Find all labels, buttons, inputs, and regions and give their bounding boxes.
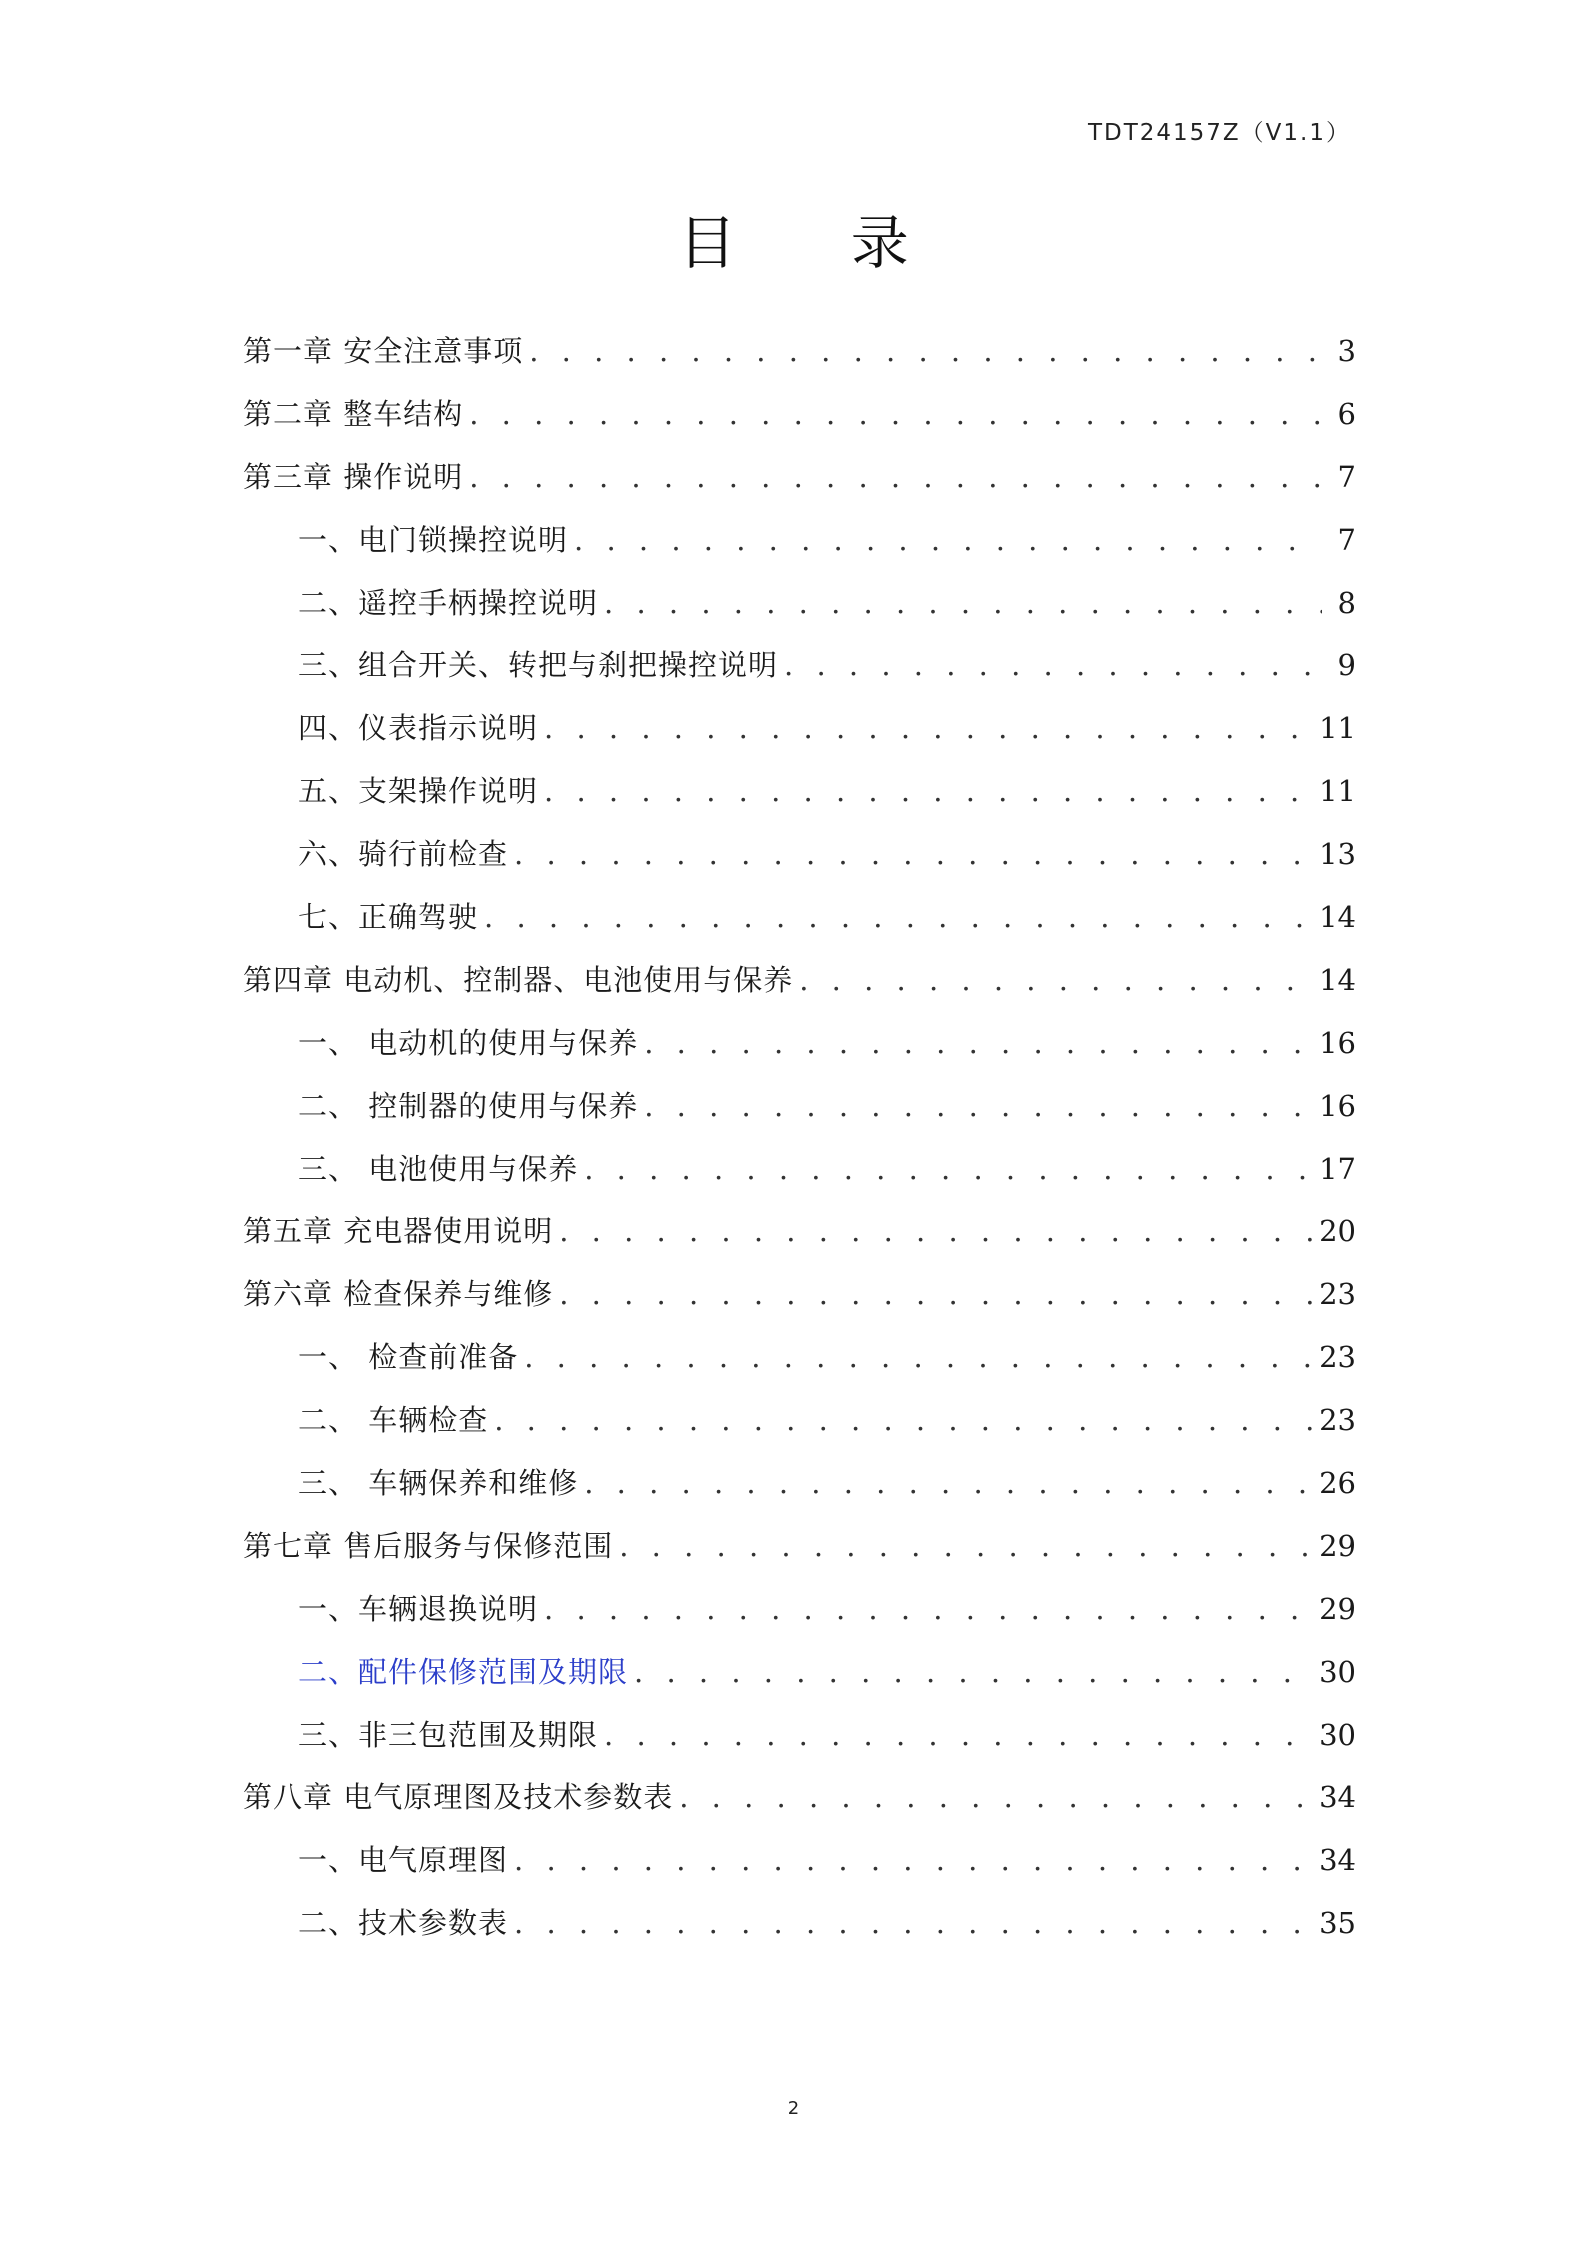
toc-entry-title[interactable]: 一、车辆退换说明 (298, 1591, 539, 1626)
toc-entry-page[interactable]: 3 (1337, 334, 1356, 368)
toc-entry-page[interactable]: 30 (1319, 1717, 1356, 1752)
toc-section-entry[interactable] (243, 572, 1356, 635)
toc-dot-leader (574, 509, 1322, 572)
toc-entry-title[interactable]: 五、支架操作说明 (298, 774, 539, 809)
page-number: 2 (787, 2098, 800, 2119)
toc-entry-page[interactable]: 11 (1319, 774, 1356, 809)
toc-entry-title[interactable]: 第六章 检查保养与维修 (243, 1277, 554, 1312)
toc-dot-leader (799, 949, 1313, 1012)
toc-entry-title[interactable]: 三、 电池使用与保养 (298, 1151, 579, 1186)
toc-section-entry[interactable] (243, 1641, 1356, 1704)
toc-dot-leader (529, 320, 1322, 383)
toc-dot-leader (679, 1766, 1313, 1829)
toc-entry-title[interactable]: 二、配件保修范围及期限 (298, 1654, 629, 1689)
toc-chapter-entry[interactable] (243, 1766, 1356, 1829)
toc-entry-title[interactable]: 一、 检查前准备 (298, 1340, 519, 1375)
toc-section-entry[interactable] (243, 634, 1356, 697)
toc-section-entry[interactable] (243, 1138, 1356, 1201)
toc-entry-title[interactable]: 二、遥控手柄操控说明 (298, 585, 599, 620)
toc-dot-leader (494, 1389, 1313, 1452)
toc-entry-page[interactable]: 16 (1319, 1025, 1356, 1060)
toc-entry-page[interactable]: 29 (1319, 1528, 1356, 1563)
toc-entry-title[interactable]: 第五章 充电器使用说明 (243, 1214, 554, 1249)
toc-entry-title[interactable]: 四、仪表指示说明 (298, 711, 539, 746)
toc-section-entry[interactable] (243, 1578, 1356, 1641)
toc-section-entry[interactable] (243, 509, 1356, 572)
toc-dot-leader (514, 823, 1313, 886)
toc-entry-page[interactable]: 34 (1319, 1780, 1356, 1815)
toc-entry-title[interactable]: 第一章 安全注意事项 (243, 334, 524, 368)
toc-dot-leader (524, 1326, 1313, 1389)
toc-dot-leader (469, 446, 1322, 509)
toc-title: 目 录 (678, 209, 957, 277)
toc-dot-leader (644, 1012, 1313, 1075)
toc-entry-title[interactable]: 三、组合开关、转把与刹把操控说明 (298, 648, 779, 683)
toc-chapter-entry[interactable] (243, 949, 1356, 1012)
toc-entry-page[interactable]: 13 (1319, 837, 1356, 872)
toc-section-entry[interactable] (243, 1012, 1356, 1075)
toc-entry-title[interactable]: 一、电门锁操控说明 (298, 522, 569, 557)
toc-entry-page[interactable]: 16 (1319, 1088, 1356, 1123)
toc-section-entry[interactable] (243, 1892, 1356, 1955)
toc-dot-leader (559, 1200, 1313, 1263)
toc-dot-leader (584, 1138, 1313, 1201)
toc-entry-title[interactable]: 六、骑行前检查 (298, 837, 509, 872)
toc-chapter-entry[interactable] (243, 383, 1356, 446)
toc-chapter-entry[interactable] (243, 446, 1356, 509)
toc-entry-page[interactable]: 26 (1319, 1466, 1356, 1501)
toc-entry-title[interactable]: 二、 控制器的使用与保养 (298, 1088, 639, 1123)
toc-section-entry[interactable] (243, 1326, 1356, 1389)
toc-dot-leader (784, 634, 1322, 697)
toc-entry-page[interactable]: 23 (1319, 1340, 1356, 1375)
toc-section-entry[interactable] (243, 1075, 1356, 1138)
toc-chapter-entry[interactable] (243, 1263, 1356, 1326)
toc-dot-leader (469, 383, 1322, 446)
toc-entry-page[interactable]: 30 (1319, 1654, 1356, 1689)
toc-entry-page[interactable]: 23 (1319, 1403, 1356, 1438)
toc-entry-page[interactable]: 7 (1337, 459, 1356, 494)
toc-entry-title[interactable]: 二、 车辆检查 (298, 1403, 489, 1438)
toc-entry-page[interactable]: 29 (1319, 1591, 1356, 1626)
document-code: TDT24157Z（V1.1） (1087, 120, 1351, 146)
toc-dot-leader (604, 1704, 1313, 1767)
toc-entry-page[interactable]: 14 (1319, 962, 1356, 997)
toc-entry-page[interactable]: 17 (1319, 1151, 1356, 1186)
toc-entry-title[interactable]: 二、技术参数表 (298, 1906, 509, 1941)
toc-chapter-entry[interactable] (243, 1200, 1356, 1263)
toc-dot-leader (484, 886, 1313, 949)
toc-dot-leader (544, 760, 1313, 823)
table-of-contents (243, 320, 1356, 1955)
toc-entry-page[interactable]: 23 (1319, 1277, 1356, 1312)
toc-entry-page[interactable]: 14 (1319, 900, 1356, 935)
toc-entry-title[interactable]: 第七章 售后服务与保修范围 (243, 1528, 614, 1563)
toc-entry-title[interactable]: 三、非三包范围及期限 (298, 1717, 599, 1752)
toc-entry-page[interactable]: 35 (1319, 1906, 1356, 1941)
toc-dot-leader (559, 1263, 1313, 1326)
toc-entry-page[interactable]: 7 (1337, 522, 1356, 557)
toc-dot-leader (619, 1515, 1313, 1578)
toc-entry-page[interactable]: 6 (1337, 396, 1356, 431)
toc-entry-page[interactable]: 9 (1337, 648, 1356, 683)
toc-section-entry[interactable] (243, 760, 1356, 823)
toc-dot-leader (544, 697, 1313, 760)
toc-dot-leader (514, 1829, 1313, 1892)
toc-section-entry[interactable] (243, 823, 1356, 886)
toc-entry-page[interactable]: 20 (1319, 1214, 1356, 1249)
toc-section-entry[interactable] (243, 1704, 1356, 1767)
toc-dot-leader (604, 572, 1322, 635)
toc-chapter-entry[interactable] (243, 1515, 1356, 1578)
toc-dot-leader (584, 1452, 1313, 1515)
toc-section-entry[interactable] (243, 1389, 1356, 1452)
toc-entry-title[interactable]: 一、 电动机的使用与保养 (298, 1025, 639, 1060)
toc-entry-page[interactable]: 8 (1337, 585, 1356, 620)
toc-section-entry[interactable] (243, 886, 1356, 949)
toc-entry-title[interactable]: 一、电气原理图 (298, 1843, 509, 1878)
toc-dot-leader (514, 1892, 1313, 1955)
toc-entry-page[interactable]: 34 (1319, 1843, 1356, 1878)
toc-entry-title[interactable]: 七、正确驾驶 (298, 900, 479, 935)
toc-section-entry[interactable] (243, 1829, 1356, 1892)
toc-dot-leader (544, 1578, 1313, 1641)
toc-entry-title[interactable]: 第四章 电动机、控制器、电池使用与保养 (243, 962, 794, 997)
toc-entry-title[interactable]: 三、 车辆保养和维修 (298, 1466, 579, 1501)
toc-section-entry[interactable] (243, 697, 1356, 760)
toc-dot-leader (634, 1641, 1313, 1704)
toc-entry-page[interactable]: 11 (1319, 711, 1356, 746)
toc-section-entry[interactable] (243, 1452, 1356, 1515)
toc-dot-leader (644, 1075, 1313, 1138)
toc-entry-title[interactable]: 第三章 操作说明 (243, 459, 464, 494)
toc-chapter-entry[interactable] (243, 320, 1356, 383)
toc-entry-title[interactable]: 第二章 整车结构 (243, 396, 464, 431)
toc-entry-title[interactable]: 第八章 电气原理图及技术参数表 (243, 1780, 674, 1815)
